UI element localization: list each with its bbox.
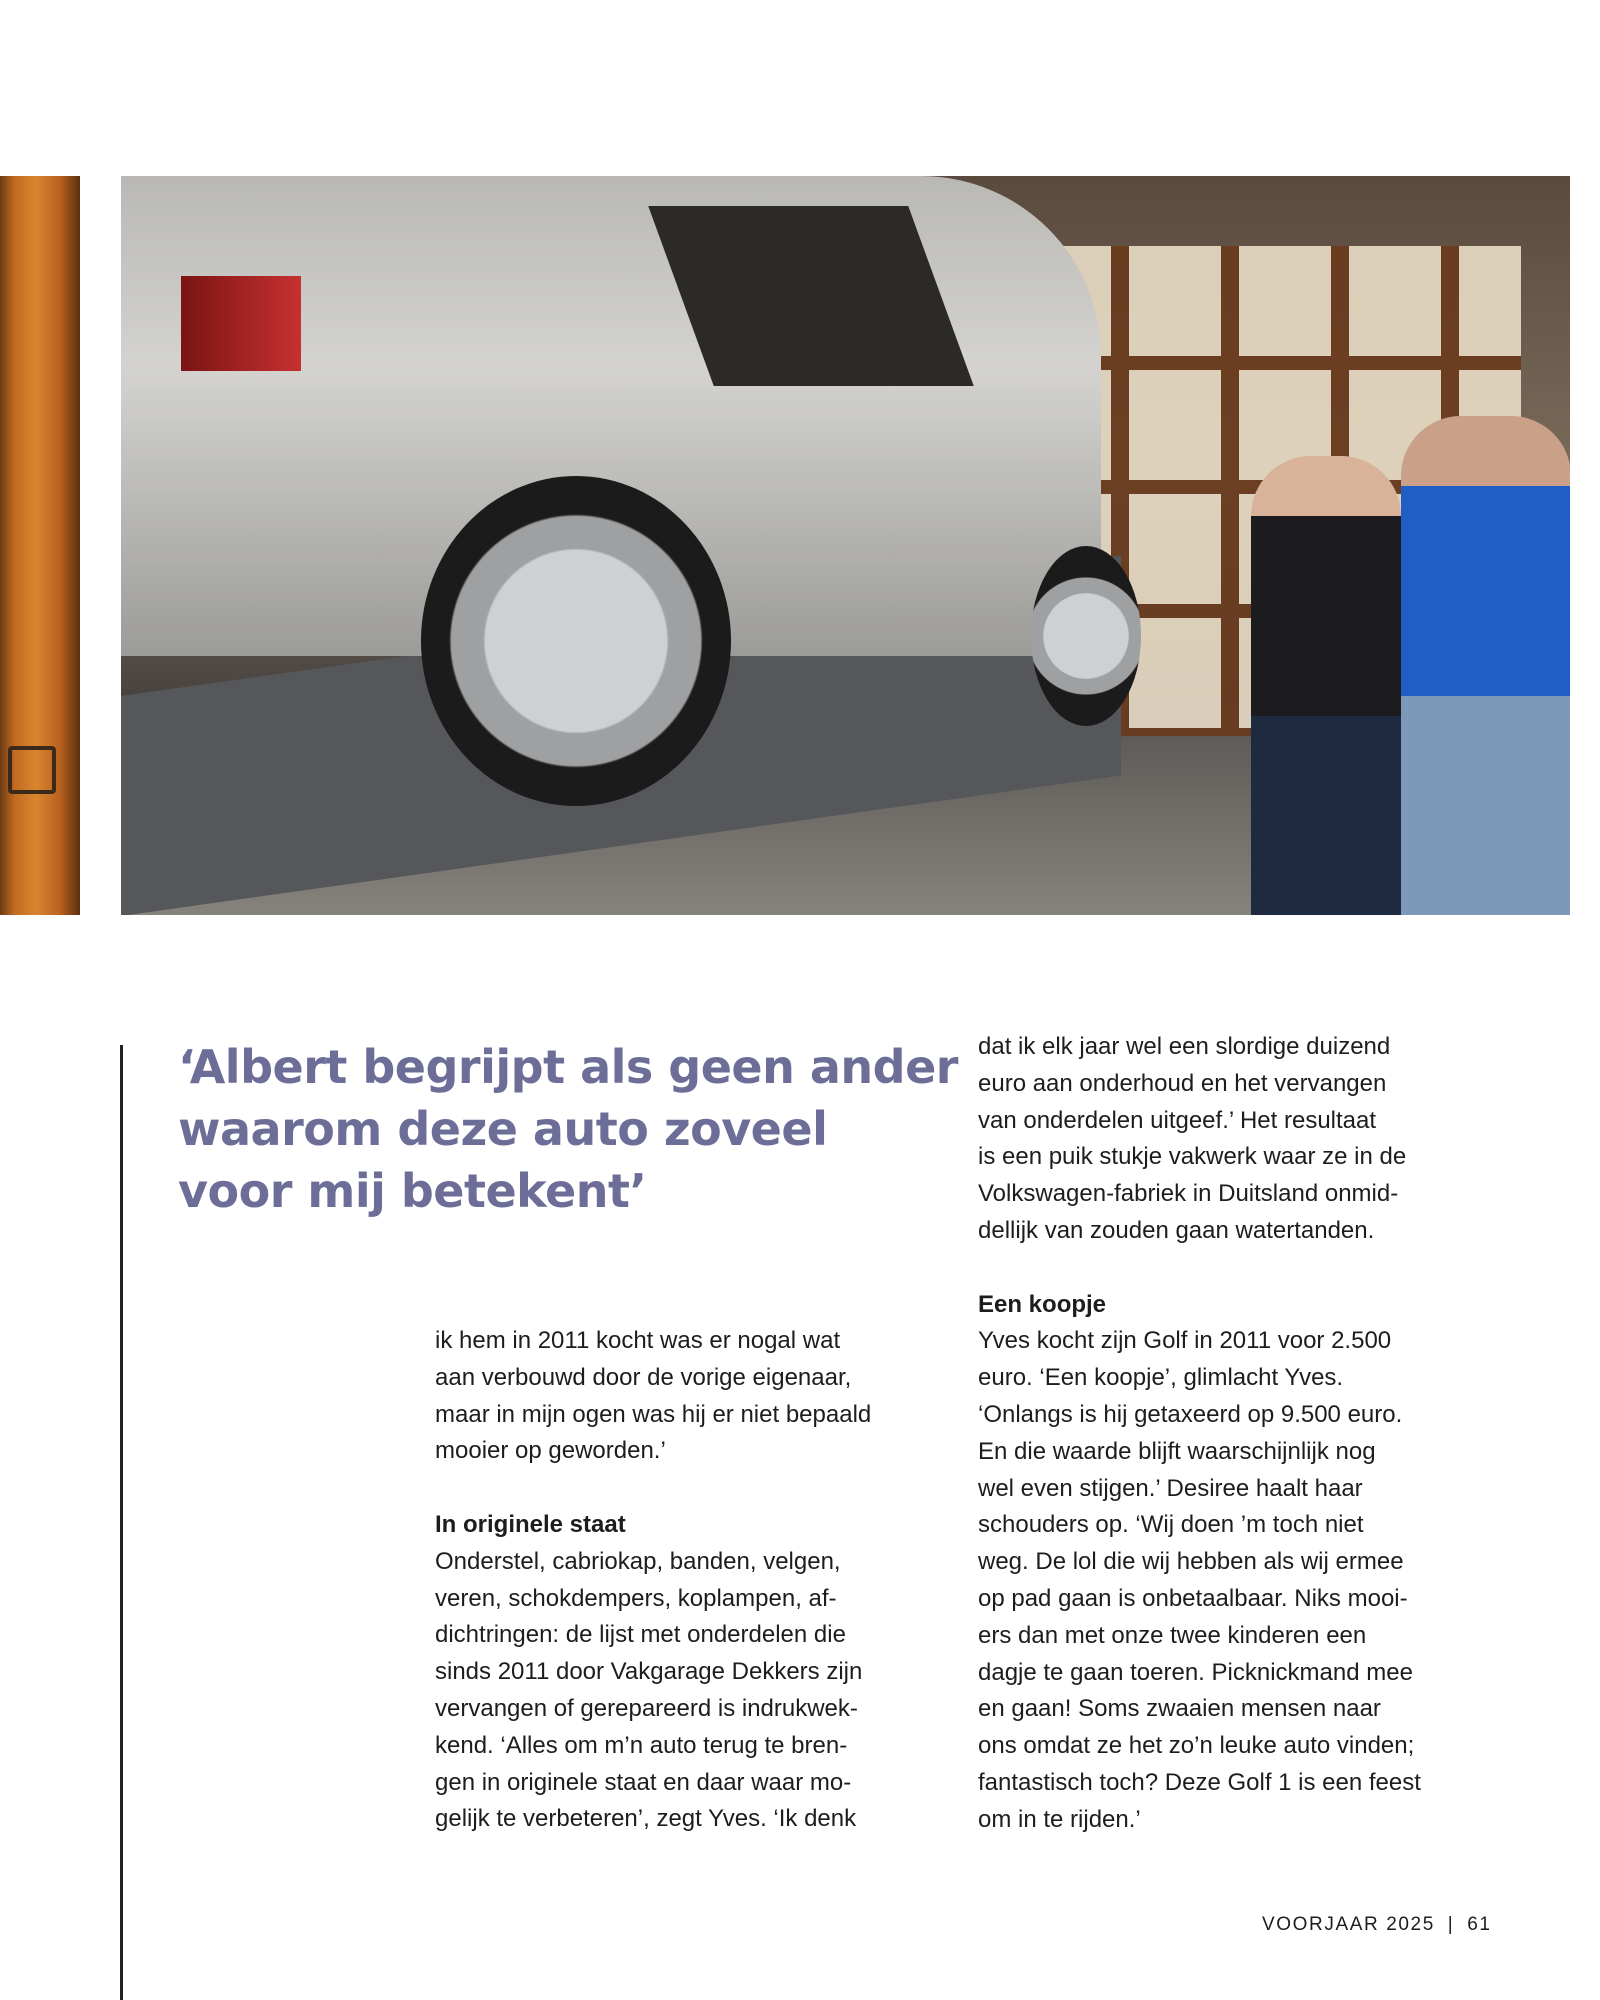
- issue-label: VOORJAAR 2025: [1262, 1914, 1435, 1935]
- owner-figure: [1401, 416, 1570, 915]
- text-line: kend. ‘Alles om m’n auto terug te bren-: [435, 1731, 848, 1759]
- text-line: wel even stijgen.’ Desiree haalt haar: [978, 1474, 1363, 1502]
- hero-photo-golf-cabrio-on-lift: [121, 176, 1570, 915]
- text-line: dellijk van zouden gaan watertanden.: [978, 1216, 1375, 1244]
- page-footer: [1262, 1914, 1492, 1936]
- text-line: en gaan! Soms zwaaien mensen naar: [978, 1695, 1381, 1723]
- text-line: ons omdat ze het zo’n leuke auto vinden;: [978, 1732, 1415, 1760]
- article-column-right: [978, 1029, 1421, 1839]
- text-line: vervangen of gerepareerd is indrukwek-: [435, 1694, 858, 1722]
- pull-quote-line: voor mij betekent’: [178, 1164, 647, 1218]
- car-taillight: [181, 276, 301, 371]
- text-line: veren, schokdempers, koplampen, af-: [435, 1584, 837, 1612]
- text-line: euro aan onderhoud en het vervangen: [978, 1069, 1387, 1097]
- text-line: dichtringen: de lijst met onderdelen die: [435, 1621, 846, 1649]
- text-line: van onderdelen uitgeef.’ Het resultaat: [978, 1106, 1377, 1134]
- text-line: dat ik elk jaar wel een slordige duizend: [978, 1033, 1391, 1060]
- text-line: En die waarde blijft waarschijnlijk nog: [978, 1437, 1376, 1465]
- text-line: Yves kocht zijn Golf in 2011 voor 2.500: [978, 1327, 1392, 1355]
- text-line: is een puik stukje vakwerk waar ze in de: [978, 1143, 1407, 1171]
- text-line: Volkswagen-fabriek in Duitsland onmid-: [978, 1180, 1399, 1208]
- text-line: om in te rijden.’: [978, 1805, 1141, 1833]
- text-line: ‘Onlangs is hij getaxeerd op 9.500 euro.: [978, 1400, 1403, 1428]
- subheading: In originele staat: [435, 1510, 626, 1538]
- page-number: 61: [1467, 1914, 1492, 1935]
- pull-quote-line: waarom deze auto zoveel: [178, 1102, 828, 1156]
- text-line: dagje te gaan toeren. Picknickmand mee: [978, 1658, 1413, 1686]
- article-column-middle: [435, 1323, 871, 1838]
- text-line: mooier op geworden.’: [435, 1437, 666, 1465]
- text-line: gen in originele staat en daar waar mo-: [435, 1768, 852, 1796]
- subheading: Een koopje: [978, 1290, 1107, 1318]
- adjacent-photo-strip: [0, 176, 80, 915]
- text-line: fantastisch toch? Deze Golf 1 is een feest: [978, 1768, 1421, 1796]
- text-line: aan verbouwd door de vorige eigenaar,: [435, 1363, 852, 1391]
- text-line: op pad gaan is onbetaalbaar. Niks mooi-: [978, 1584, 1408, 1612]
- column-rule: [120, 1045, 123, 2000]
- text-line: euro. ‘Een koopje’, glimlacht Yves.: [978, 1364, 1344, 1392]
- text-line: gelijk te verbeteren’, zegt Yves. ‘Ik denk: [435, 1805, 857, 1833]
- text-line: ik hem in 2011 kocht was er nogal wat: [435, 1327, 841, 1354]
- text-line: Onderstel, cabriokap, banden, velgen,: [435, 1547, 841, 1575]
- text-line: sinds 2011 door Vakgarage Dekkers zijn: [435, 1658, 863, 1686]
- text-line: ers dan met onze twee kinderen een: [978, 1621, 1367, 1649]
- rear-wheel: [421, 476, 731, 806]
- text-line: schouders op. ‘Wij doen ’m toch niet: [978, 1511, 1364, 1539]
- text-line: weg. De lol die wij hebben als wij ermee: [978, 1548, 1404, 1576]
- pull-quote: [178, 1036, 958, 1222]
- front-wheel: [1031, 546, 1141, 726]
- footer-separator: |: [1447, 1914, 1455, 1935]
- pull-quote-line: ‘Albert begrijpt als geen ander: [178, 1040, 958, 1094]
- door-latch: [8, 746, 56, 794]
- text-line: maar in mijn ogen was hij er niet bepaald: [435, 1400, 872, 1428]
- mechanic-figure: [1251, 456, 1401, 915]
